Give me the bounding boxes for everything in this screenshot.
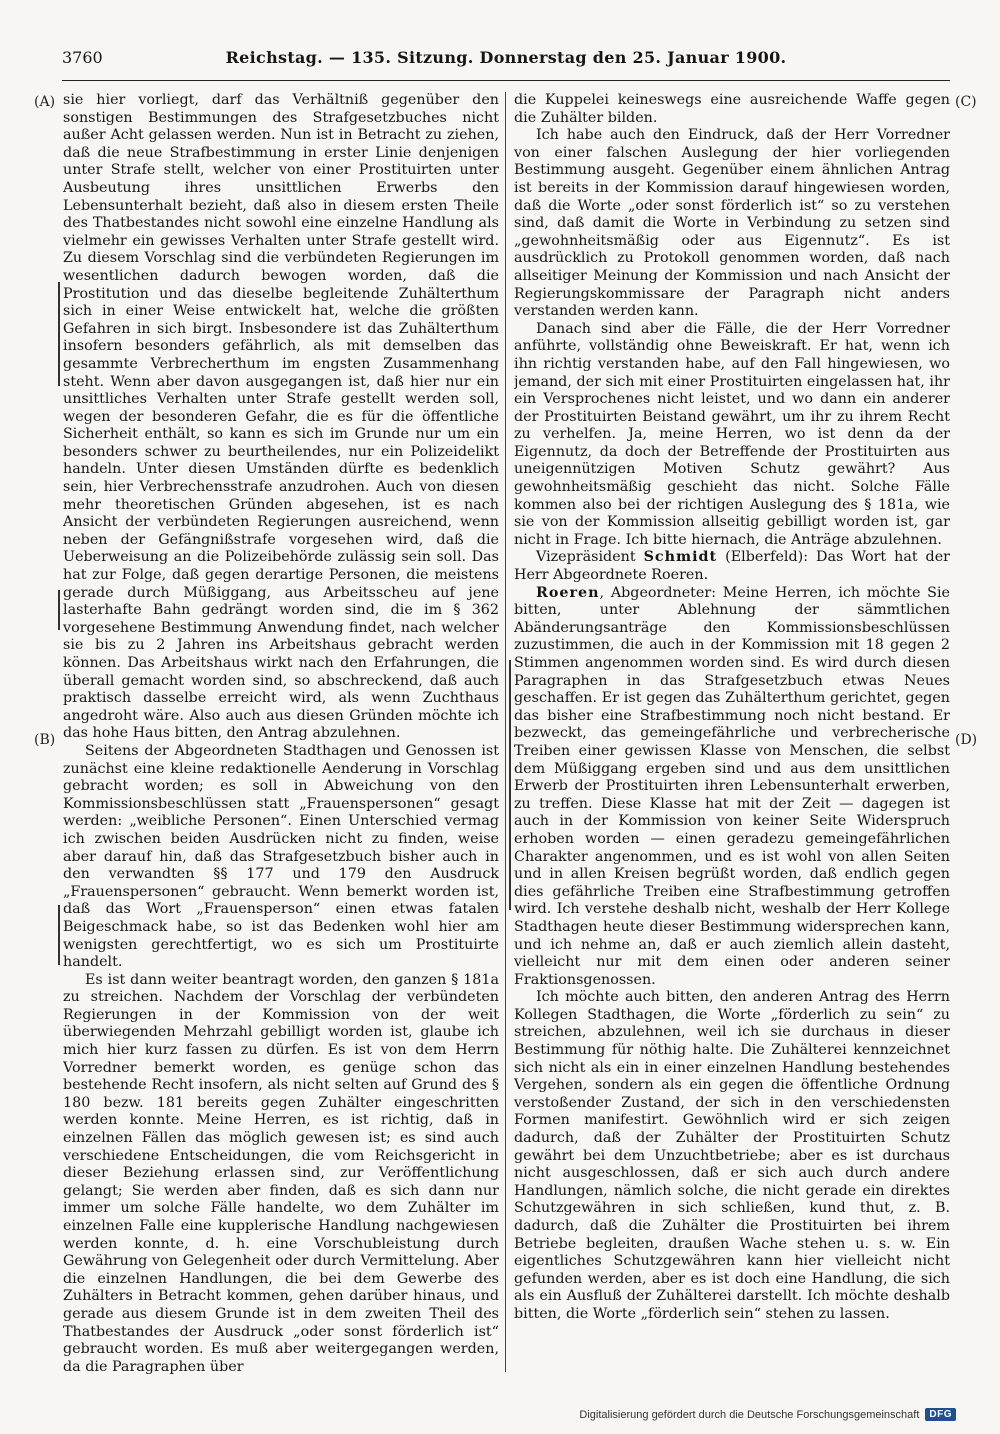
dfg-logo: DFG	[925, 1408, 956, 1421]
speaker-paragraph	[514, 585, 950, 990]
margin-marker-c: (C)	[955, 94, 977, 110]
paragraph: Ich habe auch den Eindruck, daß der Herr Vorredner von einer falschen Auslegung der hier vorliegenden Bestimmung ausgeht. Gegenüber einem ähnlichen Antrag ist bereits in der Kommission darauf hingewiesen worden, daß die Worte „oder sonst förderlich ist“ so zu verstehen sind, daß damit die Worte in Verbindung zu setzen sind „gewohnheitsmäßig oder aus Eigennutz“. Es ist ausdrücklich zu Protokoll genommen worden, daß nach allseitiger Meinung der Kommission und nach Ansicht der Regierungskommissare der Paragraph nicht anders verstanden werden kann.	[514, 127, 950, 320]
page-number: 3760	[62, 48, 103, 67]
column-divider	[505, 92, 506, 1372]
paragraph: Ich möchte auch bitten, den anderen Antrag des Herrn Kollegen Stadthagen, die Worte „förderlich zu sein“ zu streichen, abzulehnen, weil ich sie durchaus in dieser Bestimmung für nöthig halte. Die Zuhälterei kennzeichnet sich nicht als ein in einer einzelnen Handlung bestehendes Vergehen, sondern als ein gegen die öffentliche Ordnung verstoßender Zustand, der sich in den verschiedensten Formen manifestirt. Gewöhnlich wird er sich zeigen dadurch, daß der Zuhälter der Prostituirten Schutz gewährt bei dem Unzuchtbetriebe; aber es ist durchaus nicht ausgeschlossen, daß er sich auch durch andere Handlungen, nämlich solche, die nicht gerade ein direktes Schutzgewähren in sich schließen, kund thut, z. B. dadurch, daß die Zuhälter die Prostituirten bei ihrem Betriebe begleiten, draußen Wache stehen u. s. w. Ein eigentliches Schutzgewähren kann hier vielleicht nicht gefunden werden, aber es ist doch eine Handlung, die sich als ein Ausfluß der Zuhälterei darstellt. Ich möchte deshalb bitten, die Worte „förderlich sein“ stehen zu lassen.	[514, 989, 950, 1322]
footer-credit: Digitalisierung gefördert durch die Deutsche Forschungsgemeinschaft	[579, 1408, 920, 1421]
right-column	[514, 92, 950, 1382]
margin-marker-a: (A)	[34, 94, 56, 110]
paragraph: Danach sind aber die Fälle, die der Herr Vorredner anführte, vollständig ohne Beweiskraft. Er hat, wenn ich ihn richtig verstanden habe, auf den Fall hingewiesen, wo jemand, der sich mit einer Prostituirten eingelassen hat, ihr ein Versprochenes nicht leistet, und wo dann ein anderer der Prostituirten Beistand gewährt, um ihr zu ihrem Recht zu verhelfen. Ja, meine Herren, wo ist denn da der Eigennutz, da doch der Betreffende der Prostituirten aus uneigennützigen Motiven Schutz gewährt? Aus gewohnheitsmäßig geschieht das nicht. Solche Fälle kommen also bei der richtigen Auslegung des § 181a, wie sie von der Kommission allseitig gebilligt worden ist, gar nicht in Frage. Ich bitte hiernach, die Anträge abzulehnen.	[514, 320, 950, 548]
margin-bar	[58, 282, 60, 386]
margin-bar	[509, 660, 511, 910]
paragraph: Es ist dann weiter beantragt worden, den ganzen § 181a zu streichen. Nachdem der Vorschlag der verbündeten Regierungen in der Kommission von der weit überwiegenden Mehrzahl gebilligt worden ist, glaube ich mich hier kurz fassen zu dürfen. Es ist von dem Herrn Vorredner bemerkt worden, es genüge schon das bestehende Recht insofern, als nicht selten auf Grund des § 180 bezw. 181 bereits gegen Zuhälter eingeschritten werden konnte. Meine Herren, es ist richtig, daß in einzelnen Fällen das möglich gewesen ist; es sind auch verschiedene Entscheidungen, die vom Reichsgericht in dieser Beziehung erlassen sind, zur Veröffentlichung gelangt; Sie werden aber finden, daß es sich dann nur immer um solche Fälle handelte, wo dem Zuhälter im einzelnen Falle eine kupplerische Handlung nachgewiesen werden konnte, d. h. eine Vorschubleistung durch Gewährung von Gelegenheit oder durch Vermittelung. Aber die einzelnen Handlungen, die bei dem Gewerbe des Zuhälters in Betracht kommen, gehen darüber hinaus, und gerade aus diesem Grunde ist in dem zweiten Theil des Thatbestandes der Ausdruck „oder sonst förderlich ist“ gebraucht worden. Es muß aber weitergegangen werden, da die Paragraphen über	[63, 971, 499, 1375]
margin-marker-b: (B)	[34, 732, 56, 748]
paragraph: die Kuppelei keineswegs eine ausreichende Waffe gegen die Zuhälter bilden.	[514, 92, 950, 126]
paragraph: Seitens der Abgeordneten Stadthagen und Genossen ist zunächst eine kleine redaktionelle Aenderung in Vorschlag gebracht worden; es soll in Abweichung von den Kommissionsbeschlüssen statt „Frauenspersonen“ gesagt werden: „weibliche Personen“. Einen Unterschied vermag ich zwischen beiden Ausdrücken nicht zu finden, weise aber darauf hin, daß das Strafgesetzbuch bisher auch in den verwandten §§ 177 und 179 den Ausdruck „Frauenspersonen“ gebraucht. Wenn bemerkt worden ist, daß das Wort „Frauensperson“ einen etwas fatalen Beigeschmack habe, so ist das Bedenken wohl hier am wenigsten gerechtfertigt, wo es sich um Prostituirte handelt.	[63, 742, 499, 971]
speaker-name: Schmidt	[643, 549, 718, 566]
left-column	[63, 92, 499, 1382]
speaker-text: , Abgeordneter: Meine Herren, ich möchte Sie bitten, unter Ablehnung der sämmtlichen Abänderungsanträge den Kommissionsbeschlüssen zuzustimmen, die auch in der Kommission mit 18 gegen 2 Stimmen angenommen worden sind. Es wird durch diesen Paragraphen in das Strafgesetzbuch etwas Neues geschaffen. Er ist gegen das Zuhälterthum gerichtet, gegen das bisher eine Strafbestimmung noch nicht bestand. Er bezweckt, das gemeingefährliche und verbrecherische Treiben einer gewissen Klasse von Menschen, die selbst dem Müßiggang ergeben sind und aus dem unsittlichen Erwerb der Prostituirten ihren Lebensunterhalt erwerben, zu treffen. Diese Klasse hat mit der Zeit — dagegen ist auch in der Kommission von keiner Seite Widerspruch erhoben worden — einen geradezu gemeingefährlichen Charakter angenommen, und es ist wohl von allen Seiten und in allen Kreisen begrüßt worden, daß endlich gegen dies gefährliche Treiben eine Strafbestimmung getroffen wird. Ich verstehe deshalb nicht, weshalb der Herr Kollege Stadthagen heute dieser Bestimmung widersprechen kann, und ich nehme an, daß er auch ziemlich allein dasteht, vielleicht nur mit dem einen oder anderen seiner Fraktionsgenossen.	[514, 584, 950, 988]
margin-bar	[58, 905, 60, 965]
margin-marker-d: (D)	[955, 732, 978, 748]
page-footer	[579, 1408, 956, 1421]
speaker-paragraph	[514, 549, 950, 584]
margin-bar	[58, 590, 60, 630]
page-header	[62, 48, 950, 81]
speaker-name: Roeren	[536, 584, 600, 601]
speaker-text: (Elberfeld): Das Wort hat der Herr Abgeordnete Roeren.	[514, 549, 950, 584]
speaker-title: Vizepräsident	[536, 549, 644, 566]
page-title: Reichstag. — 135. Sitzung. Donnerstag den 25. Januar 1900.	[225, 48, 787, 67]
paragraph: sie hier vorliegt, darf das Verhältniß gegenüber den sonstigen Bestimmungen des Strafgesetzbuches nicht außer Acht gelassen werden. Nun ist in Betracht zu ziehen, daß die neue Strafbestimmung in erster Linie denjenigen unter Strafe stellt, welcher von einer Prostituirten unter Ausbeutung ihres unsittlichen Erwerbs den Lebensunterhalt bezieht, daß also in diesem ersten Theile des Thatbestandes nicht sowohl eine einzelne Handlung als vielmehr ein gewisses Verhalten unter Strafe gestellt wird. Zu diesem Vorschlag sind die verbündeten Regierungen im wesentlichen dadurch bewogen worden, daß die Prostitution und das dieselbe begleitende Zuhälterthum sich in einer Weise entwickelt hat, welche die größten Gefahren in sich birgt. Insbesondere ist das Zuhälterthum insofern besonders gefährlich, als mit demselben das gesammte Verbrecherthum im engsten Zusammenhang steht. Wenn aber davon ausgegangen ist, daß hier nur ein unsittliches Verhalten unter Strafe gestellt werden soll, wegen der besonderen Gefahr, die es für die öffentliche Sicherheit enthält, so kann es sich im Grunde nur um ein besonders schwer zu beurtheilendes, nur ein Polizeidelikt handeln. Unter diesen Umständen dürfte es bedenklich sein, hier Verbrechensstrafe anzudrohen. Auch von diesen mehr theoretischen Gründen abgesehen, ist es nach Ansicht der verbündeten Regierungen ausreichend, wenn neben der Gefängnißstrafe vorgesehen wird, daß die Ueberweisung an die Polizeibehörde zulässig sein soll. Das hat zur Folge, daß gegen derartige Personen, die meistens gerade durch Müßiggang, aus Arbeitsscheu auf jene lasterhafte Bahn gedrängt worden sind, die im § 362 vorgesehene Bestimmung Anwendung findet, nach welcher sie bis zu 2 Jahren ins Arbeitshaus gebracht werden können. Das Arbeitshaus wirkt nach den Erfahrungen, die überall gemacht worden sind, so abschreckend, daß auch praktisch dasselbe erreicht wird, als wenn Zuchthaus angedroht wäre. Also auch aus diesen Gründen möchte ich das hohe Haus bitten, den Antrag abzulehnen.	[63, 92, 499, 742]
